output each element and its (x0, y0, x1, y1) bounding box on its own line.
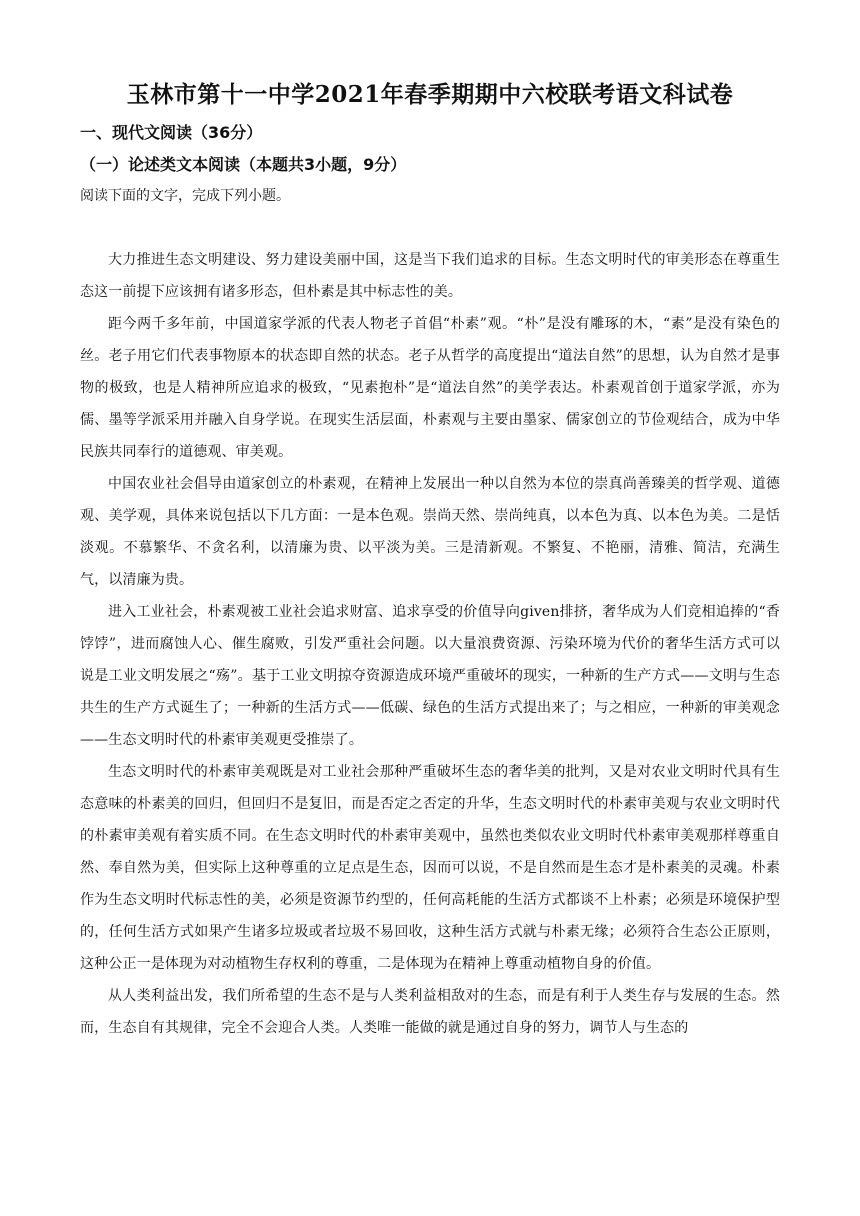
paragraph-6: 从人类利益出发，我们所希望的生态不是与人类利益相敌对的生态，而是有利于人类生存与发展的生态。然而，生态自有其规律，完全不会迎合人类。人类唯一能做的就是通过自身的努力，调节人与生态的 (80, 988, 780, 1036)
reading-passage (80, 244, 780, 1044)
paragraph-1: 大力推进生态文明建设、努力建设美丽中国，这是当下我们追求的目标。生态文明时代的审美形态在尊重生态这一前提下应该拥有诸多形态，但朴素是其中标志性的美。 (80, 252, 780, 300)
paragraph-5: 生态文明时代的朴素审美观既是对工业社会那种严重破坏生态的奢华美的批判，又是对农业文明时代具有生态意味的朴素美的回归，但回归不是复旧，而是否定之否定的升华，生态文明时代的朴素审美观与农业文明时代的朴素审美观有着实质不同。在生态文明时代的朴素审美观中，虽然也类似农业文明时代朴素审美观那样尊重自然、奉自然为美，但实际上这种尊重的立足点是生态，因而可以说，不是自然而是生态才是朴素美的灵魂。朴素作为生态文明时代标志性的美，必须是资源节约型的，任何高耗能的生活方式都谈不上朴素；必须是环境保护型的，任何生活方式如果产生诸多垃圾或者垃圾不易回收，这种生活方式就与朴素无缘；必须符合生态公正原则，这种公正一是体现为对动植物生存权利的尊重，二是体现为在精神上尊重动植物自身的价值。 (80, 764, 780, 972)
paragraph-2: 距今两千多年前，中国道家学派的代表人物老子首倡“朴素”观。“朴”是没有雕琢的木，“素”是没有染色的丝。老子用它们代表事物原本的状态即自然的状态。老子从哲学的高度提出“道法自然”的思想，认为自然才是事物的极致，也是人精神所应追求的极致，“见素抱朴”是“道法自然”的美学表达。朴素观首创于道家学派，亦为儒、墨等学派采用并融入自身学说。在现实生活层面，朴素观与主要由墨家、儒家创立的节俭观结合，成为中华民族共同奉行的道德观、审美观。 (80, 316, 780, 460)
exam-title: 玉林市第十一中学2021年春季期期中六校联考语文科试卷 (126, 81, 734, 108)
paragraph-4: 进入工业社会，朴素观被工业社会追求财富、追求享受的价值导向given排挤，奢华成为人们竞相追捧的“香饽饽”，进而腐蚀人心、催生腐败，引发严重社会问题。以大量浪费资源、污染环境为代价的奢华生活方式可以说是工业文明发展之“殇”。基于工业文明掠夺资源造成环境严重破坏的现实，一种新的生产方式——文明与生态共生的生产方式诞生了；一种新的生活方式——低碳、绿色的生活方式提出来了；与之相应，一种新的审美观念——生态文明时代的朴素审美观更受推崇了。 (80, 604, 780, 748)
section-heading: 一、现代文阅读（36分） (80, 123, 263, 142)
reading-instruction: 阅读下面的文字，完成下列小题。 (80, 188, 290, 204)
subsection-heading: （一）论述类文本阅读（本题共3小题，9分） (80, 155, 407, 174)
paragraph-3: 中国农业社会倡导由道家创立的朴素观，在精神上发展出一种以自然为本位的崇真尚善臻美的哲学观、道德观、美学观，具体来说包括以下几方面：一是本色观。崇尚天然、崇尚纯真，以本色为真、以本色为美。二是恬淡观。不慕繁华、不贪名利，以清廉为贵、以平淡为美。三是清新观。不繁复、不艳丽，清雅、简洁，充满生气，以清廉为贵。 (80, 476, 780, 588)
